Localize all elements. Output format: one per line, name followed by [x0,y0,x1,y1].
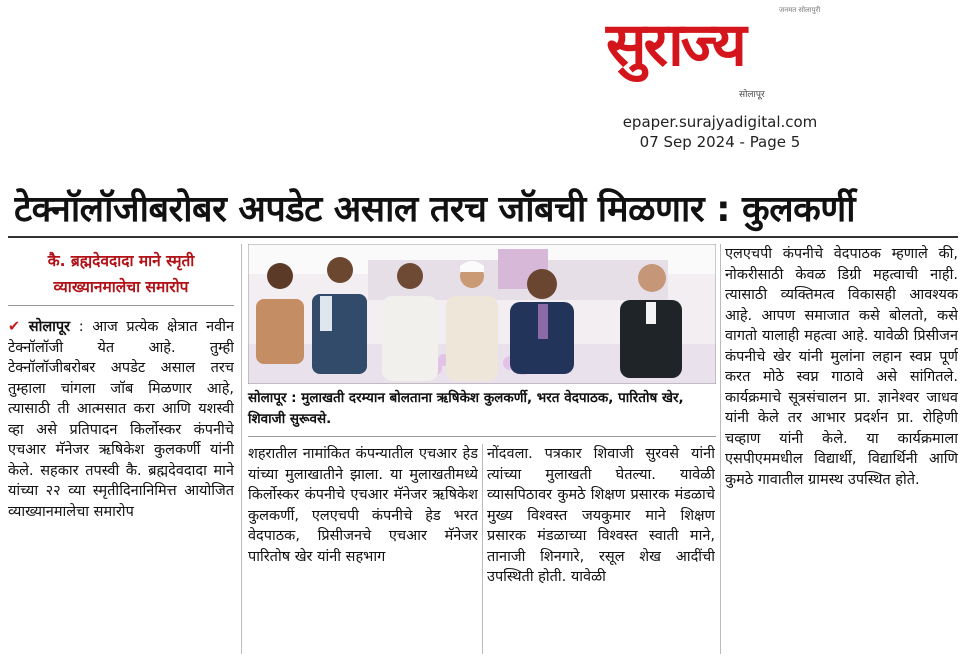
masthead-tagline: जनमत सोलापुरी [779,6,821,14]
column-divider [720,244,721,654]
column-divider [482,444,483,654]
article-subhead: कै. ब्रह्मदेवदादा माने स्मृती व्याख्यानमालेचा समारोप [47,252,195,296]
article-column-3: नोंदवला. पत्रकार शिवाजी सुरवसे यांनी त्यांच्या मुलाखती घेतल्या. यावेळी व्यासपिठावर कुमठे शिक्षण प्रसारक मंडळाचे मुख्य विश्वस्त जयकुमार माने शिक्षण प्रसारक मंडळाच्या विश्वस्त स्वाती माने, तानाजी शिनगारे, रसूल शेख आदींची उपस्थिती होती. यावेळी [487,446,715,585]
photo-caption: सोलापूर : मुलाखती दरम्यान बोलताना ऋषिकेश कुलकर्णी, भरत वेदपाठक, पारितोष खेर, शिवाजी सुरूवसे. [248,390,684,427]
column-divider [241,244,242,654]
article-column-4: एलएचपी कंपनीचे वेदपाठक म्हणाले की, नोकरीसाठी केवळ डिग्री महत्वाची नाही. त्यासाठी व्यक्तिमत्व विकासही आवश्यक आहे. आपण समाजात कसे बोलतो, कसे वागतो यालाही महत्वा आहे. यावेळी प्रिसीजन कंपनीचे खेर यांनी मुलांना लहान स्वप्न पूर्ण करत मोठे स्वप्न गाठावे असे सांगितले. कार्यक्रमाचे सूत्रसंचालन प्रा. ज्ञानेश्वर जाधव यांनी केले तर आभार प्रदर्शन प्रा. रोहिणी चव्हाण यांनी केले. या कार्यक्रमाला एसपीएममधील विद्यार्थी, विद्यार्थिनी आणि कुमठे गावातील ग्रामस्थ उपस्थित होते. [725,246,958,488]
article-column-2: शहरातील नामांकित कंपन्यातील एचआर हेड यांच्या मुलाखातीने झाला. या मुलाखतीमध्ये किर्लोस्कर कंपनीचे एचआर मॅनेजर ऋषिकेश कुलकर्णी, एलएचपी कंपनीचे हेड भरत वेदपाठक, प्रिसीजनचे एचआर मॅनेजर पारितोष खेर यांनी सहभाग [248,446,478,565]
checkmark-icon: ✔ [8,319,21,335]
subhead-divider [8,305,234,306]
surajya-logo: सुराज्य [606,10,744,80]
masthead-city: सोलापूर [739,90,765,100]
epaper-url: epaper.surajyadigital.com [622,113,818,131]
article-headline: टेक्नॉलॉजीबरोबर अपडेट असाल तरच जॉबची मिळणार : कुलकर्णी [14,189,856,230]
epaper-date-page: 07 Sep 2024 - Page 5 [639,133,801,151]
event-photo [248,244,716,384]
event-photo-image [248,244,716,384]
headline-divider [8,236,958,238]
epaper-source [600,112,840,152]
masthead [596,2,836,102]
dateline: सोलापूर [28,319,71,335]
caption-divider [248,436,716,437]
article-column-1 [8,317,234,653]
column-1-text: : आज प्रत्येक क्षेत्रात नवीन टेक्नॉलॉजी येत आहे. तुम्ही टेक्नॉलॉजीबरोबर अपडेट असाल तरच तुम्हाला चांगला जॉब मिळणार आहे, त्यासाठी ती आत्मसात करा आणि यशस्वी व्हा असे प्रतिपादन किर्लोस्कर कंपनीचे एचआर मॅनेजर ऋषिकेश कुलकर्णी यांनी केले. सहकार तपस्वी कै. ब्रह्मदेवदादा माने यांच्या २२ व्या स्मृतीदिनानिमित्त आयोजित व्याख्यानमालेचा समारोप [8,319,234,520]
